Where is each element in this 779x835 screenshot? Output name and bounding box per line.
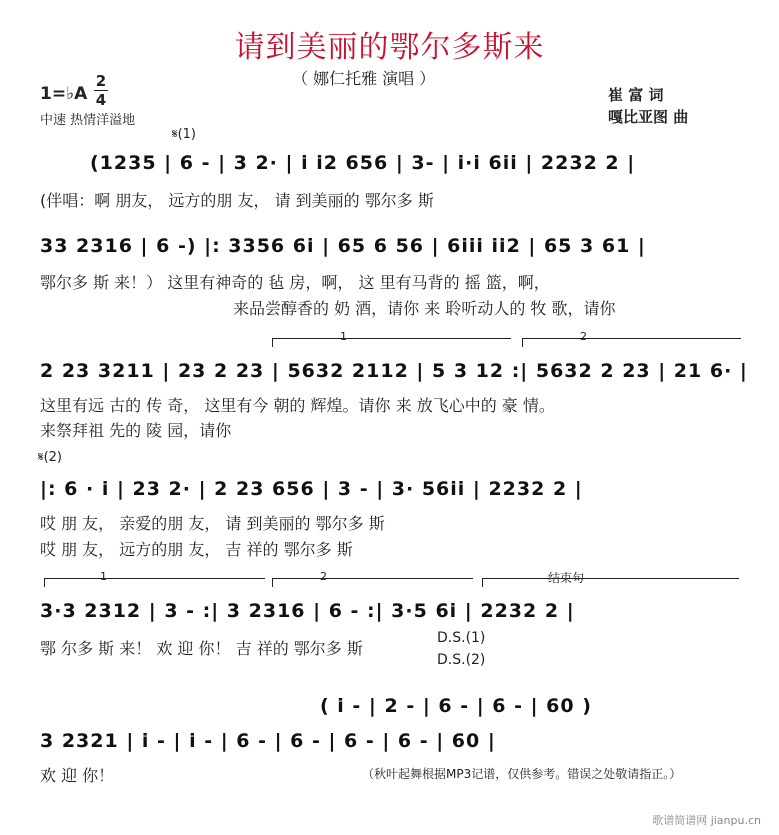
volta-2-label: 2	[580, 330, 587, 343]
lyrics-line-1: (伴唱：啊 朋友， 远方的朋 友， 请 到美丽的 鄂尔多 斯	[40, 191, 434, 210]
ds-1: D.S.(1)	[437, 630, 486, 646]
lyrics-line-2b: 来品尝醇香的 奶 酒，请你 来 聆听动人的 牧 歌，请你	[233, 299, 616, 318]
volta-2-bracket	[522, 338, 741, 347]
volta-5-2-label: 2	[320, 570, 327, 583]
volta-5-2-bracket	[272, 578, 473, 587]
volta-1-bracket	[272, 338, 511, 347]
meter-top: 2	[95, 72, 107, 90]
time-signature	[94, 73, 108, 108]
lyrics-line-3a: 这里有远 古的 传 奇， 这里有今 朝的 辉煌。请你 来 放飞心中的 豪 情。	[40, 396, 555, 415]
lyrics-line-3b: 来祭拜祖 先的 陵 园，请你	[40, 421, 232, 440]
performer: （ 娜仁托雅 演唱 ）	[292, 69, 436, 88]
composer: 嘎比亚图 曲	[608, 108, 689, 126]
ending-bracket	[482, 578, 739, 587]
lyrics-line-2a: 鄂尔多 斯 来！） 这里有神奇的 毡 房，啊， 这 里有马背的 摇 篮，啊，	[40, 273, 550, 292]
segno-1: 𝄋(1)	[172, 127, 197, 142]
volta-1-label: 1	[340, 330, 347, 343]
lyrics-line-6: 欢 迎 你！	[40, 766, 115, 785]
notes-line-6: 3 2321 | i - | i - | 6 - | 6 - | 6 - | 6 - | 60 |	[40, 730, 496, 752]
lyrics-line-4a: 哎 朋 友， 亲爱的朋 友， 请 到美丽的 鄂尔多 斯	[40, 514, 385, 533]
notes-line-2: 33 2316 | 6 -) |: 3356 6i | 65 6 56 | 6iii ii2 | 65 3 61 |	[40, 235, 646, 257]
volta-5-1-bracket	[44, 578, 265, 587]
lyrics-line-5: 鄂 尔多 斯 来！ 欢 迎 你！ 吉 祥的 鄂尔多 斯	[40, 639, 363, 658]
ds-2: D.S.(2)	[437, 652, 486, 668]
segno-2: 𝄋(2)	[38, 450, 63, 465]
tempo-marking: 中速 热情洋溢地	[40, 113, 136, 128]
ending-label: 结束句	[548, 571, 585, 585]
lyricist: 崔 富 词	[608, 86, 664, 104]
notes-line-3: 2 23 3211 | 23 2 23 | 5632 2112 | 5 3 12 :| 5632 2 23 | 21 6· |	[40, 360, 748, 382]
song-title: 请到美丽的鄂尔多斯来	[234, 30, 545, 65]
notes-line-5: 3·3 2312 | 3 - :| 3 2316 | 6 - :| 3·5 6i | 2232 2 |	[40, 600, 575, 622]
site-watermark: 歌谱简谱网 jianpu.cn	[652, 814, 761, 827]
key-signature: 1=♭A	[40, 84, 88, 104]
footnote: （秋叶起舞根据MP3记谱，仅供参考。错误之处敬请指正。）	[362, 767, 682, 781]
notes-line-1: (1235 | 6 - | 3 2· | i i2 656 | 3- | i·i 6ii | 2232 2 |	[90, 152, 636, 174]
volta-5-1-label: 1	[100, 570, 107, 583]
meter-bottom: 4	[95, 91, 107, 109]
coda-accompaniment: ( i - | 2 - | 6 - | 6 - | 60 )	[320, 695, 592, 717]
notes-line-4: |: 6 · i | 23 2· | 2 23 656 | 3 - | 3· 56ii | 2232 2 |	[40, 478, 583, 500]
lyrics-line-4b: 哎 朋 友， 远方的朋 友， 吉 祥的 鄂尔多 斯	[40, 540, 353, 559]
